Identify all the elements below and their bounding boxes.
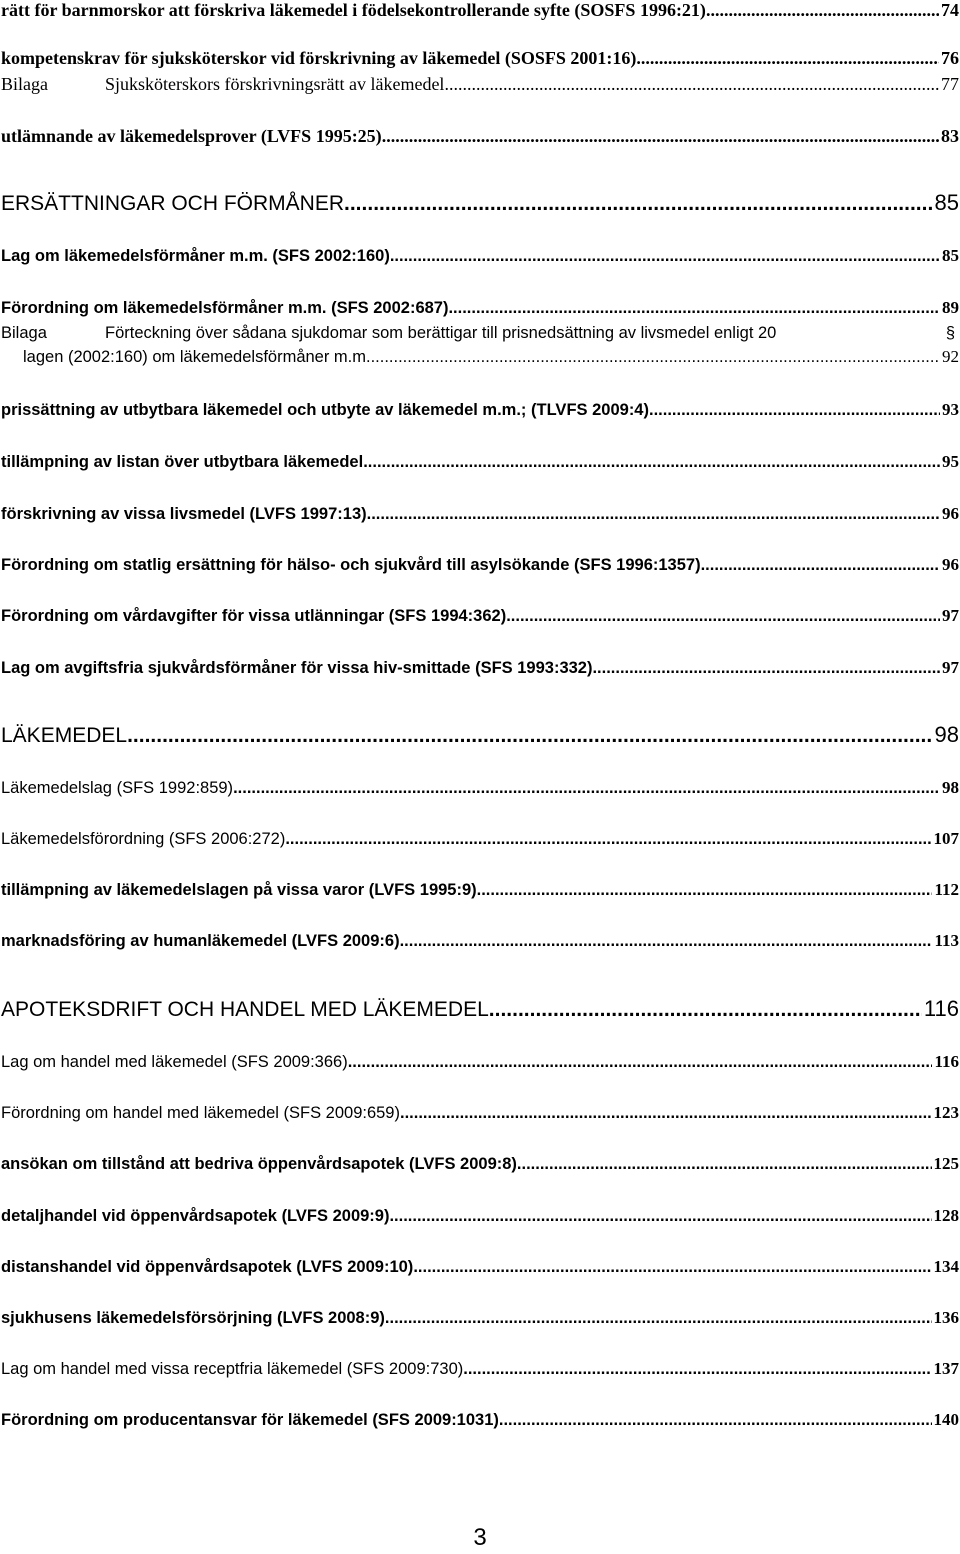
toc-entry-title: tillämpning av listan över utbytbara läkemedel. — [1, 453, 368, 471]
toc-page-number: 85 — [934, 190, 959, 215]
toc-page-number: 96 — [942, 504, 959, 523]
toc-entry-title: Läkemedelsförordning (SFS 2006:272) — [1, 830, 286, 848]
toc-leader — [367, 505, 940, 524]
toc-entry-title: rätt för barnmorskor att förskriva läkemedel i födelsekontrollerande syfte (SOSFS 1996:21) — [1, 0, 706, 20]
toc-entry[interactable] — [1, 246, 959, 266]
toc-entry[interactable] — [1, 0, 959, 21]
toc-entry-title: Förordning om vårdavgifter för vissa utlänningar (SFS 1994:362) — [1, 607, 507, 625]
toc-leader — [390, 247, 940, 266]
section-sign: § — [945, 324, 955, 342]
toc-entry[interactable] — [1, 48, 959, 69]
toc-page-number: 98 — [934, 722, 959, 747]
toc-entry[interactable] — [1, 1257, 959, 1277]
toc-entry-title: distanshandel vid öppenvårdsapotek (LVFS 2009:10) — [1, 1258, 414, 1276]
toc-entry[interactable] — [1, 1206, 959, 1226]
toc-leader — [389, 1207, 931, 1226]
toc-entry[interactable] — [1, 1308, 959, 1328]
toc-leader — [400, 932, 933, 951]
appendix-label: Bilaga — [1, 324, 47, 342]
toc-entry[interactable] — [1, 931, 959, 951]
toc-page-number: 85 — [942, 246, 959, 265]
toc-entry[interactable] — [1, 298, 959, 318]
toc-page-number: 116 — [923, 996, 959, 1021]
toc-leader — [233, 779, 940, 798]
toc-page-number: 107 — [933, 829, 959, 848]
toc-leader — [499, 1411, 932, 1430]
toc-page-number: 89 — [942, 298, 959, 317]
toc-entry[interactable] — [1, 1052, 959, 1072]
toc-leader — [701, 556, 940, 575]
toc-page-number: 128 — [933, 1206, 959, 1225]
toc-entry-title: detaljhandel vid öppenvårdsapotek (LVFS 2009:9) — [1, 1207, 390, 1225]
toc-entry[interactable] — [1, 504, 959, 524]
appendix-label: Bilaga — [1, 74, 48, 94]
toc-page-number: 125 — [933, 1154, 959, 1173]
toc-entry-title: Förordning om handel med läkemedel (SFS 2009:659) — [1, 1104, 400, 1122]
toc-entry-title: Förteckning över sådana sjukdomar som berättigar till prisnedsättning av livsmedel enligt 20 — [105, 324, 777, 342]
toc-entry-title: ansökan om tillstånd att bedriva öppenvårdsapotek (LVFS 2009:8) — [1, 1155, 517, 1173]
toc-leader — [649, 401, 940, 420]
toc-page-number: 97 — [942, 606, 959, 625]
appendix-second-line — [1, 347, 959, 367]
toc-leader — [371, 348, 940, 367]
toc-entry[interactable] — [1, 400, 959, 420]
toc-leader — [463, 1360, 931, 1379]
toc-entry[interactable] — [1, 658, 959, 678]
toc-page-number: 76 — [941, 48, 959, 68]
toc-section-heading[interactable] — [1, 996, 959, 1022]
toc-entry-title: Förordning om producentansvar för läkemedel (SFS 2009:1031) — [1, 1411, 499, 1429]
appendix-first-line — [1, 324, 959, 343]
toc-entry-title: sjukhusens läkemedelsförsörjning (LVFS 2008:9) — [1, 1309, 385, 1327]
toc-leader — [413, 1258, 931, 1277]
toc-entry-title: Förordning om läkemedelsförmåner m.m. (SFS 2002:687) — [1, 299, 449, 317]
toc-page-number: 93 — [942, 400, 959, 419]
toc-page-number: 98 — [942, 778, 959, 797]
toc-entry-title: Lag om handel med vissa receptfria läkemedel (SFS 2009:730) — [1, 1360, 464, 1378]
toc-page-number: 112 — [934, 880, 959, 899]
toc-entry-title: Lag om handel med läkemedel (SFS 2009:366) — [1, 1053, 348, 1071]
toc-entry-title-continued: lagen (2002:160) om läkemedelsförmåner m.m. — [23, 348, 371, 366]
toc-appendix-entry[interactable] — [1, 74, 959, 95]
toc-page-number: 74 — [941, 0, 959, 20]
toc-entry[interactable] — [1, 126, 959, 147]
toc-leader — [636, 48, 939, 69]
toc-appendix-entry[interactable] — [1, 324, 959, 366]
toc-entry-title: Lag om läkemedelsförmåner m.m. (SFS 2002:160) — [1, 247, 390, 265]
toc-entry-title: utlämnande av läkemedelsprover (LVFS 1995:25) — [1, 126, 382, 146]
toc-entry[interactable] — [1, 829, 959, 849]
toc-page-number: 134 — [933, 1257, 959, 1276]
toc-entry-title: marknadsföring av humanläkemedel (LVFS 2009:6) — [1, 932, 400, 950]
toc-page-number: 116 — [934, 1052, 959, 1071]
toc-page-number: 77 — [941, 74, 959, 94]
toc-entry-title: Sjuksköterskors förskrivningsrätt av läkemedel — [105, 74, 445, 94]
toc-page-number: 83 — [941, 126, 959, 146]
toc-entry-title: APOTEKSDRIFT OCH HANDEL MED LÄKEMEDEL — [1, 998, 489, 1021]
toc-entry[interactable] — [1, 452, 959, 472]
toc-leader — [444, 74, 939, 95]
toc-section-heading[interactable] — [1, 722, 959, 748]
toc-leader — [348, 1053, 933, 1072]
toc-page-number: 123 — [933, 1103, 959, 1122]
toc-entry-title: Förordning om statlig ersättning för hälso- och sjukvård till asylsökande (SFS 1996:1357) — [1, 556, 701, 574]
toc-leader — [368, 453, 940, 472]
toc-page-number: 95 — [942, 452, 959, 471]
toc-leader — [344, 192, 933, 216]
toc-leader — [706, 0, 939, 21]
toc-leader — [517, 1155, 932, 1174]
toc-leader — [477, 881, 933, 900]
toc-entry-title: LÄKEMEDEL — [1, 724, 128, 747]
toc-entry[interactable] — [1, 1410, 959, 1430]
toc-leader — [285, 830, 931, 849]
toc-entry-title: Läkemedelslag (SFS 1992:859) — [1, 779, 234, 797]
toc-entry-title: förskrivning av vissa livsmedel (LVFS 1997:13) — [1, 505, 367, 523]
toc-page-number: 97 — [942, 658, 959, 677]
page-number-footer: 3 — [473, 1524, 487, 1551]
toc-entry-title: prissättning av utbytbara läkemedel och utbyte av läkemedel m.m.; (TLVFS 2009:4) — [1, 401, 649, 419]
toc-leader — [448, 299, 940, 318]
toc-entry[interactable] — [1, 880, 959, 900]
toc-entry-title: kompetenskrav för sjuksköterskor vid förskrivning av läkemedel (SOSFS 2001:16) — [1, 48, 637, 68]
toc-entry[interactable] — [1, 555, 959, 575]
toc-leader — [127, 724, 932, 748]
toc-entry[interactable] — [1, 1103, 959, 1123]
toc-page-number: 96 — [942, 555, 959, 574]
toc-leader — [592, 659, 940, 678]
toc-leader — [506, 607, 940, 626]
toc-entry[interactable] — [1, 778, 959, 798]
toc-section-heading[interactable] — [1, 190, 959, 216]
toc-page-number: 113 — [934, 931, 959, 950]
toc-entry-title: ERSÄTTNINGAR OCH FÖRMÅNER — [1, 192, 345, 215]
toc-page-number: 140 — [933, 1410, 959, 1429]
toc-entry-title: tillämpning av läkemedelslagen på vissa varor (LVFS 1995:9) — [1, 881, 477, 899]
toc-page-number: 92 — [942, 347, 959, 366]
toc-entry[interactable] — [1, 1154, 959, 1174]
toc-leader — [382, 126, 939, 147]
toc-page-number: 137 — [933, 1359, 959, 1378]
toc-entry[interactable] — [1, 1359, 959, 1379]
toc-leader — [385, 1309, 932, 1328]
toc-entry[interactable] — [1, 606, 959, 626]
toc-entry-title: Lag om avgiftsfria sjukvårdsförmåner för vissa hiv-smittade (SFS 1993:332) — [1, 659, 593, 677]
toc-leader — [400, 1104, 932, 1123]
toc-leader — [489, 998, 922, 1022]
toc-page-number: 136 — [933, 1308, 959, 1327]
